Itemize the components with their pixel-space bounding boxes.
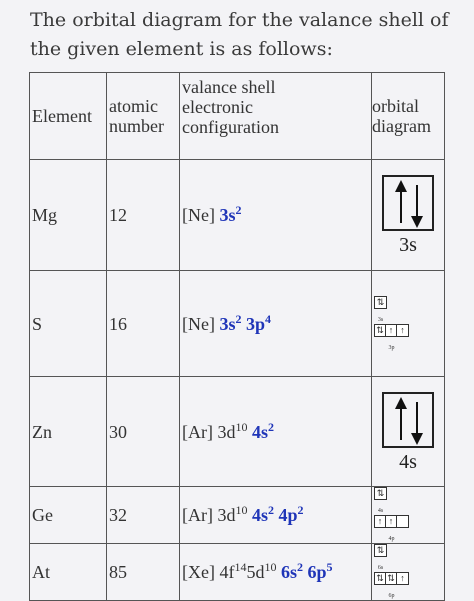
subshell-label: 3s [219,313,236,334]
core-notation: [Ne] [182,313,215,334]
element-cell: Ge [30,487,107,544]
table-row [30,377,445,487]
inner-term [219,562,246,582]
electron-count: 10 [264,560,277,574]
orbital-box-paired [382,175,434,231]
orbital-label: 6s [377,565,384,571]
electron-count: 10 [235,419,248,434]
orbital-diagram-cell [372,377,445,487]
orbital-boxes [374,544,387,557]
intro-text: The orbital diagram for the valance shell of the given element is as follows: [30,9,449,60]
paired-arrows-icon: ⇅ [376,545,385,555]
orbital-label: 3p [388,344,395,351]
subshell-label: 4s [251,505,268,525]
electron-count: 2 [235,311,242,326]
subshell-label: 6s [280,562,297,582]
up-arrow-icon: ↑ [400,324,405,335]
subshell-label: 3d [217,505,236,525]
element-cell: At [30,544,107,601]
valence-term [252,505,274,525]
subshell-label: 4p [278,505,298,525]
orbital-label: 6p [388,593,395,599]
element-cell: S [30,271,107,377]
valence-term [308,562,333,582]
header-config-line2: electronic [182,97,253,117]
orbital-label: 3s [377,316,384,323]
configuration-cell [180,544,372,601]
orbital-group-s [374,296,387,324]
orbital-box-paired [382,392,434,448]
subshell-label: 6p [307,562,327,582]
core-notation: [Ne] [182,205,215,225]
electron-count: 2 [235,203,242,217]
orbital-group-p [374,515,409,543]
spin-down-arrow-icon [416,185,418,219]
electron-count: 10 [235,503,248,517]
header-orbital-diagram [372,73,445,160]
orbital-label: 3s [399,234,417,256]
header-element [30,73,107,160]
orbital-diagram-cell [372,544,445,601]
element-cell: Zn [30,377,107,487]
electron-count: 4 [265,311,272,326]
up-arrow-icon: ↑ [400,573,405,583]
core-notation: [Xe] [182,562,215,582]
configuration-cell [180,377,372,487]
orbital-label: 4s [377,508,384,514]
configuration-cell [180,487,372,544]
table-row [30,271,445,377]
orbital-label: 4s [399,450,417,473]
atomic-number-cell: 30 [107,377,180,487]
subshell-label: 4f [219,562,235,582]
up-arrow-icon: ↑ [375,516,386,527]
spin-up-arrow-icon [400,189,402,223]
orbital-diagram-cell [372,487,445,544]
core-notation: [Ar] [182,505,213,525]
orbital-diagram-cell [372,271,445,377]
electron-count: 2 [297,503,304,517]
orbital-diagram-cell [372,160,445,271]
orbital-label: 4p [388,536,395,542]
orbital-group-p [374,572,409,600]
subshell-label: 3s [219,205,236,225]
configuration-cell [180,160,372,271]
paired-arrows-icon: ⇅ [376,488,385,498]
empty-orbital [397,516,408,527]
electron-count: 14 [234,560,247,574]
element-cell: Mg [30,160,107,271]
inner-term [246,562,276,582]
table-row [30,487,445,544]
paired-arrows-icon: ⇅ [375,325,386,336]
subshell-label: 4s [251,421,268,442]
spin-up-arrow-icon [400,406,402,440]
valence-term [281,562,303,582]
paired-arrows-icon: ⇅ [376,296,385,307]
orbital-group-p [374,324,409,352]
atomic-number-cell: 85 [107,544,180,601]
header-orbital-line2: diagram [372,116,431,136]
header-atomic-line1: atomic [109,96,158,116]
header-atomic-number [107,73,180,160]
valence-term [219,205,241,225]
valence-term [279,505,304,525]
electron-count: 5 [326,560,333,574]
header-configuration [180,73,372,160]
header-atomic-line2: number [109,116,164,136]
electron-count: 2 [268,503,274,517]
inner-term [217,419,248,442]
orbital-boxes [374,487,387,500]
atomic-number-cell: 16 [107,271,180,377]
orbital-boxes [374,572,409,585]
table-row [30,544,445,601]
header-config-line3: configuration [182,117,279,137]
table-header-row [30,73,445,160]
orbital-boxes [374,515,409,528]
spin-down-arrow-icon [416,402,418,436]
header-orbital-line1: orbital [372,96,419,116]
electron-count: 2 [268,419,274,434]
header-element-text: Element [32,106,92,126]
valence-term [219,311,242,334]
orbital-group-s [374,487,387,515]
configuration-cell [180,271,372,377]
table-row [30,160,445,271]
orbital-boxes [374,324,409,337]
valence-term [246,311,272,334]
paired-arrows-icon: ⇅ [386,573,397,584]
paired-arrows-icon: ⇅ [375,573,386,584]
valence-term [251,419,274,442]
orbital-boxes [374,296,387,309]
atomic-number-cell: 12 [107,160,180,271]
orbital-group-s [374,544,387,572]
orbital-table [29,72,445,601]
up-arrow-icon: ↑ [386,516,397,527]
subshell-label: 3d [217,421,236,442]
subshell-label: 3p [246,313,266,334]
inner-term [217,505,247,525]
atomic-number-cell: 32 [107,487,180,544]
up-arrow-icon: ↑ [386,325,397,336]
header-config-line1: valance shell [182,77,276,97]
subshell-label: 5d [246,562,265,582]
core-notation: [Ar] [182,421,213,442]
electron-count: 2 [297,560,303,574]
